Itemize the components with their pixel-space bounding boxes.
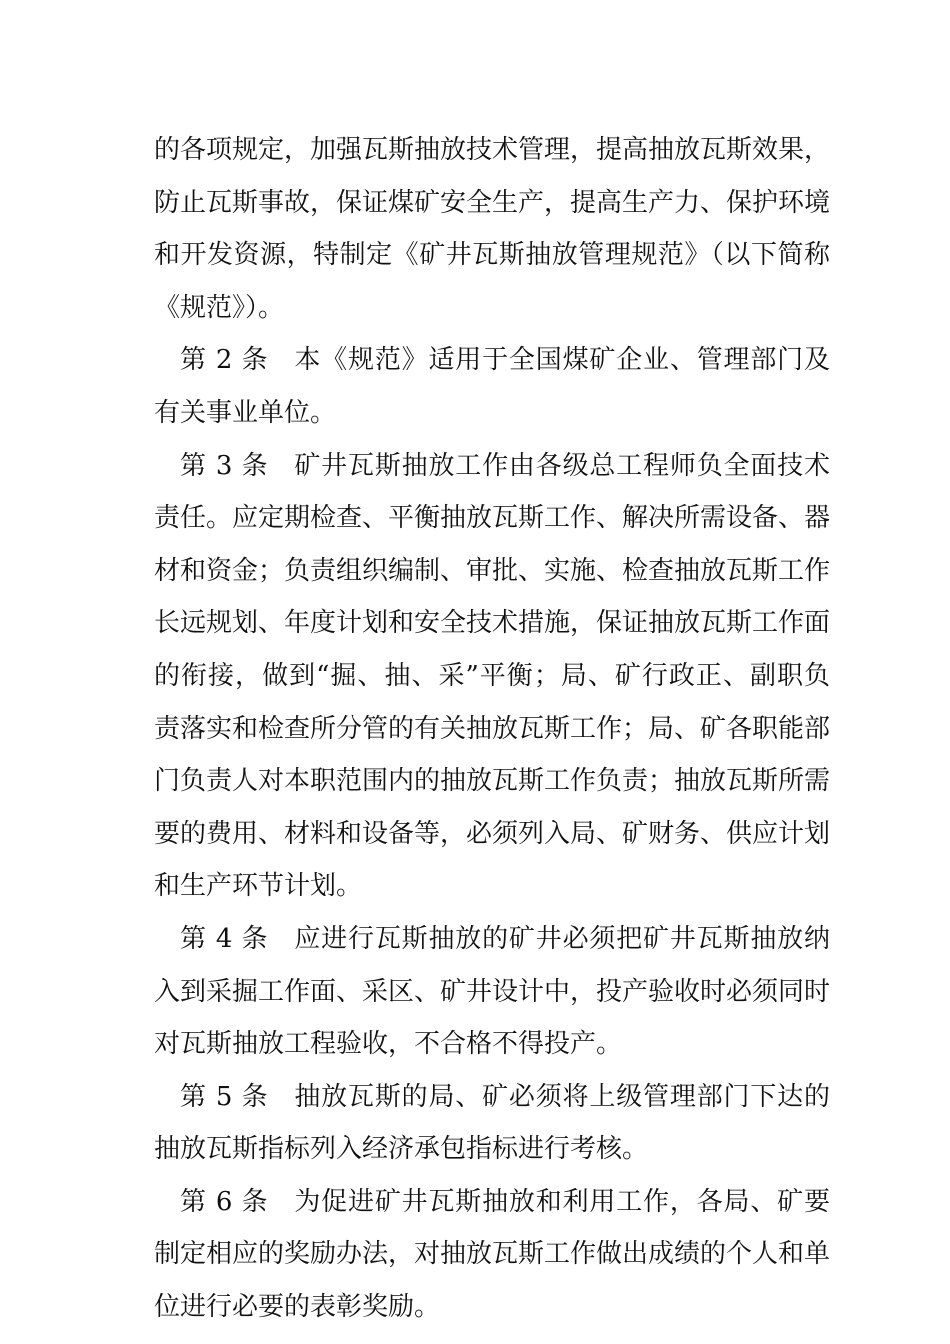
article-number: 第 3 条 [180, 450, 269, 481]
article-number: 第 6 条 [180, 1186, 269, 1217]
paragraph-article-6 [154, 1176, 830, 1334]
paragraph-article-3 [154, 440, 830, 913]
paragraph-text: 的各项规定，加强瓦斯抽放技术管理，提高抽放瓦斯效果，防止瓦斯事故，保证煤矿安全生产，提高生产力、保护环境和开发资源，特制定《矿井瓦斯抽放管理规范》（以下简称《规范》）。 [154, 135, 831, 323]
paragraph-article-4 [154, 913, 830, 1071]
paragraph-text: 矿井瓦斯抽放工作由各级总工程师负全面技术责任。应定期检查、平衡抽放瓦斯工作、解决所需设备、器材和资金；负责组织编制、审批、实施、检查抽放瓦斯工作长远规划、年度计划和安全技术措施，保证抽放瓦斯工作面的衔接，做到“掘、抽、采”平衡；局、矿行政正、副职负责落实和检查所分管的有关抽放瓦斯工作；局、矿各职能部门负责人对本职范围内的抽放瓦斯工作负责；抽放瓦斯所需要的费用、材料和设备等，必须列入局、矿财务、供应计划和生产环节计划。 [154, 450, 831, 902]
paragraph-article-2 [154, 334, 830, 439]
article-number: 第 2 条 [180, 345, 269, 376]
paragraph-text: 本《规范》适用于全国煤矿企业、管理部门及有关事业单位。 [154, 345, 830, 428]
paragraph-text: 为促进矿井瓦斯抽放和利用工作，各局、矿要制定相应的奖励办法，对抽放瓦斯工作做出成绩的个人和单位进行必要的表彰奖励。 [154, 1186, 831, 1323]
paragraph-text: 抽放瓦斯的局、矿必须将上级管理部门下达的抽放瓦斯指标列入经济承包指标进行考核。 [154, 1081, 830, 1165]
paragraph-continuation [154, 124, 830, 334]
paragraph-text: 应进行瓦斯抽放的矿井必须把矿井瓦斯抽放纳入到采掘工作面、采区、矿井设计中，投产验收时必须同时对瓦斯抽放工程验收，不合格不得投产。 [154, 923, 831, 1060]
article-number: 第 5 条 [180, 1081, 269, 1112]
article-number: 第 4 条 [180, 923, 269, 954]
document-body [154, 124, 830, 1334]
paragraph-article-5 [154, 1071, 830, 1176]
